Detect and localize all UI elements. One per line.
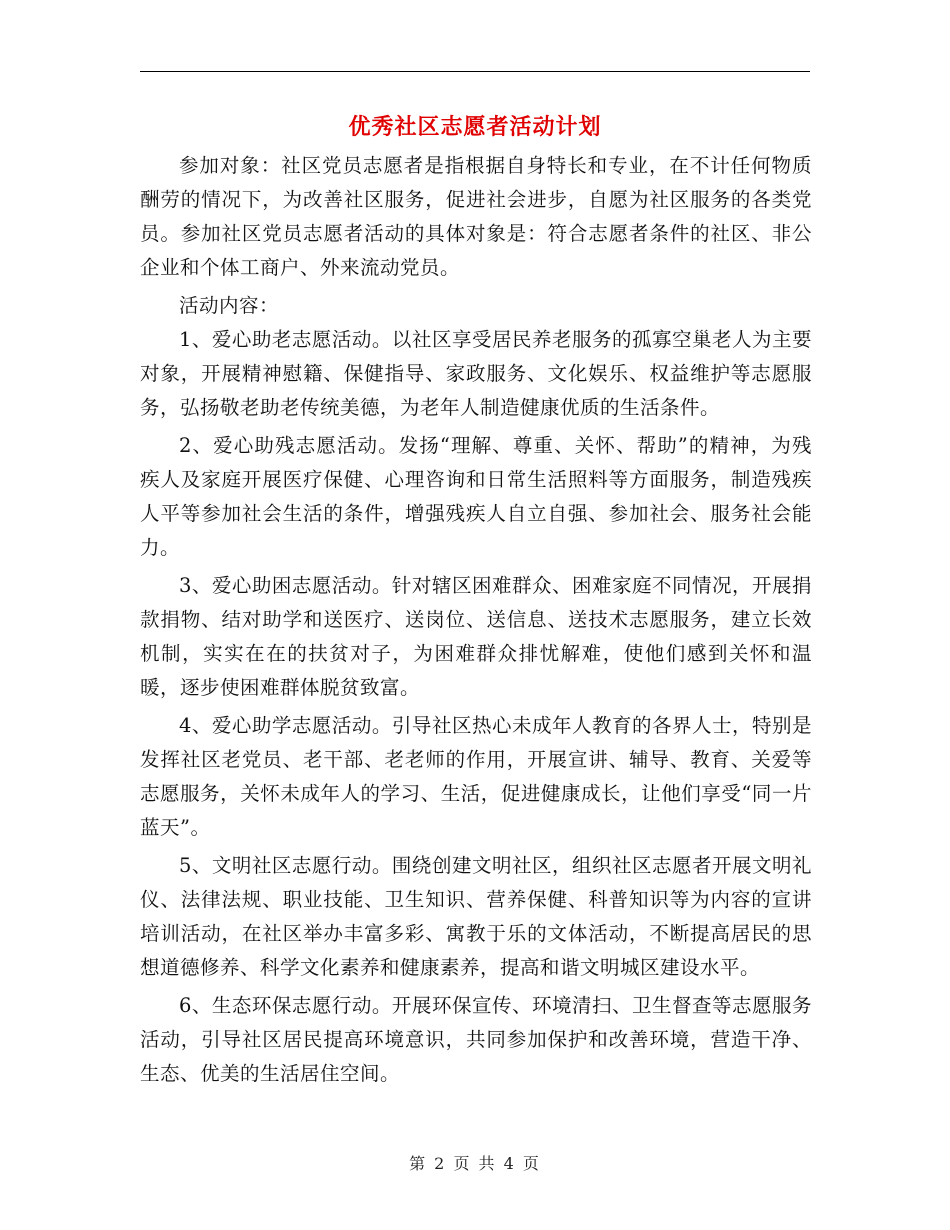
paragraph-environmental: 6、生态环保志愿行动。开展环保宣传、环境清扫、卫生督查等志愿服务活动，引导社区居民提高环境意识，共同参加保护和改善环境，营造干净、生态、优美的生活居住空间。 [140,994,812,1085]
document-body [140,149,812,1095]
paragraph-civilized-community: 5、文明社区志愿行动。围绕创建文明社区，组织社区志愿者开展文明礼仪、法律法规、职业技能、卫生知识、营养保健、科普知识等为内容的宣讲培训活动，在社区举办丰富多彩、寓教于乐的文体活动，不断提高居民的思想道德修养、科学文化素养和健康素养，提高和谐文明城区建设水平。 [140,854,812,979]
document-title: 优秀社区志愿者活动计划 [348,114,602,140]
paragraph-activity-heading: 活动内容： [179,294,280,317]
paragraph-poverty-support: 3、爱心助困志愿活动。针对辖区困难群众、困难家庭不同情况，开展捐款捐物、结对助学和送医疗、送岗位、送信息、送技术志愿服务，建立长效机制，实实在在的扶贫对子，为困难群众排忧解难，使他们感到关怀和温暖，逐步使困难群体脱贫致富。 [140,574,812,699]
paragraph-education-support: 4、爱心助学志愿活动。引导社区热心未成年人教育的各界人士，特别是发挥社区老党员、老干部、老老师的作用，开展宣讲、辅导、教育、关爱等志愿服务，关怀未成年人的学习、生活，促进健康成长，让他们享受“同一片蓝天”。 [140,714,812,839]
page-number-footer: 第 2 页 共 4 页 [409,1154,541,1173]
paragraph-disability-support: 2、爱心助残志愿活动。发扬“理解、尊重、关怀、帮助”的精神，为残疾人及家庭开展医疗保健、心理咨询和日常生活照料等方面服务，制造残疾人平等参加社会生活的条件，增强残疾人自立自强、参加社会、服务社会能力。 [140,434,812,559]
header-rule [140,71,810,72]
paragraph-elderly-support: 1、爱心助老志愿活动。以社区享受居民养老服务的孤寡空巢老人为主要对象，开展精神慰籍、保健指导、家政服务、文化娱乐、权益维护等志愿服务，弘扬敬老助老传统美德，为老年人制造健康优质的生活条件。 [140,328,812,419]
paragraph-participants: 参加对象：社区党员志愿者是指根据自身特长和专业，在不计任何物质酬劳的情况下，为改善社区服务，促进社会进步，自愿为社区服务的各类党员。参加社区党员志愿者活动的具体对象是：符合志愿者条件的社区、非公企业和个体工商户、外来流动党员。 [140,154,812,279]
